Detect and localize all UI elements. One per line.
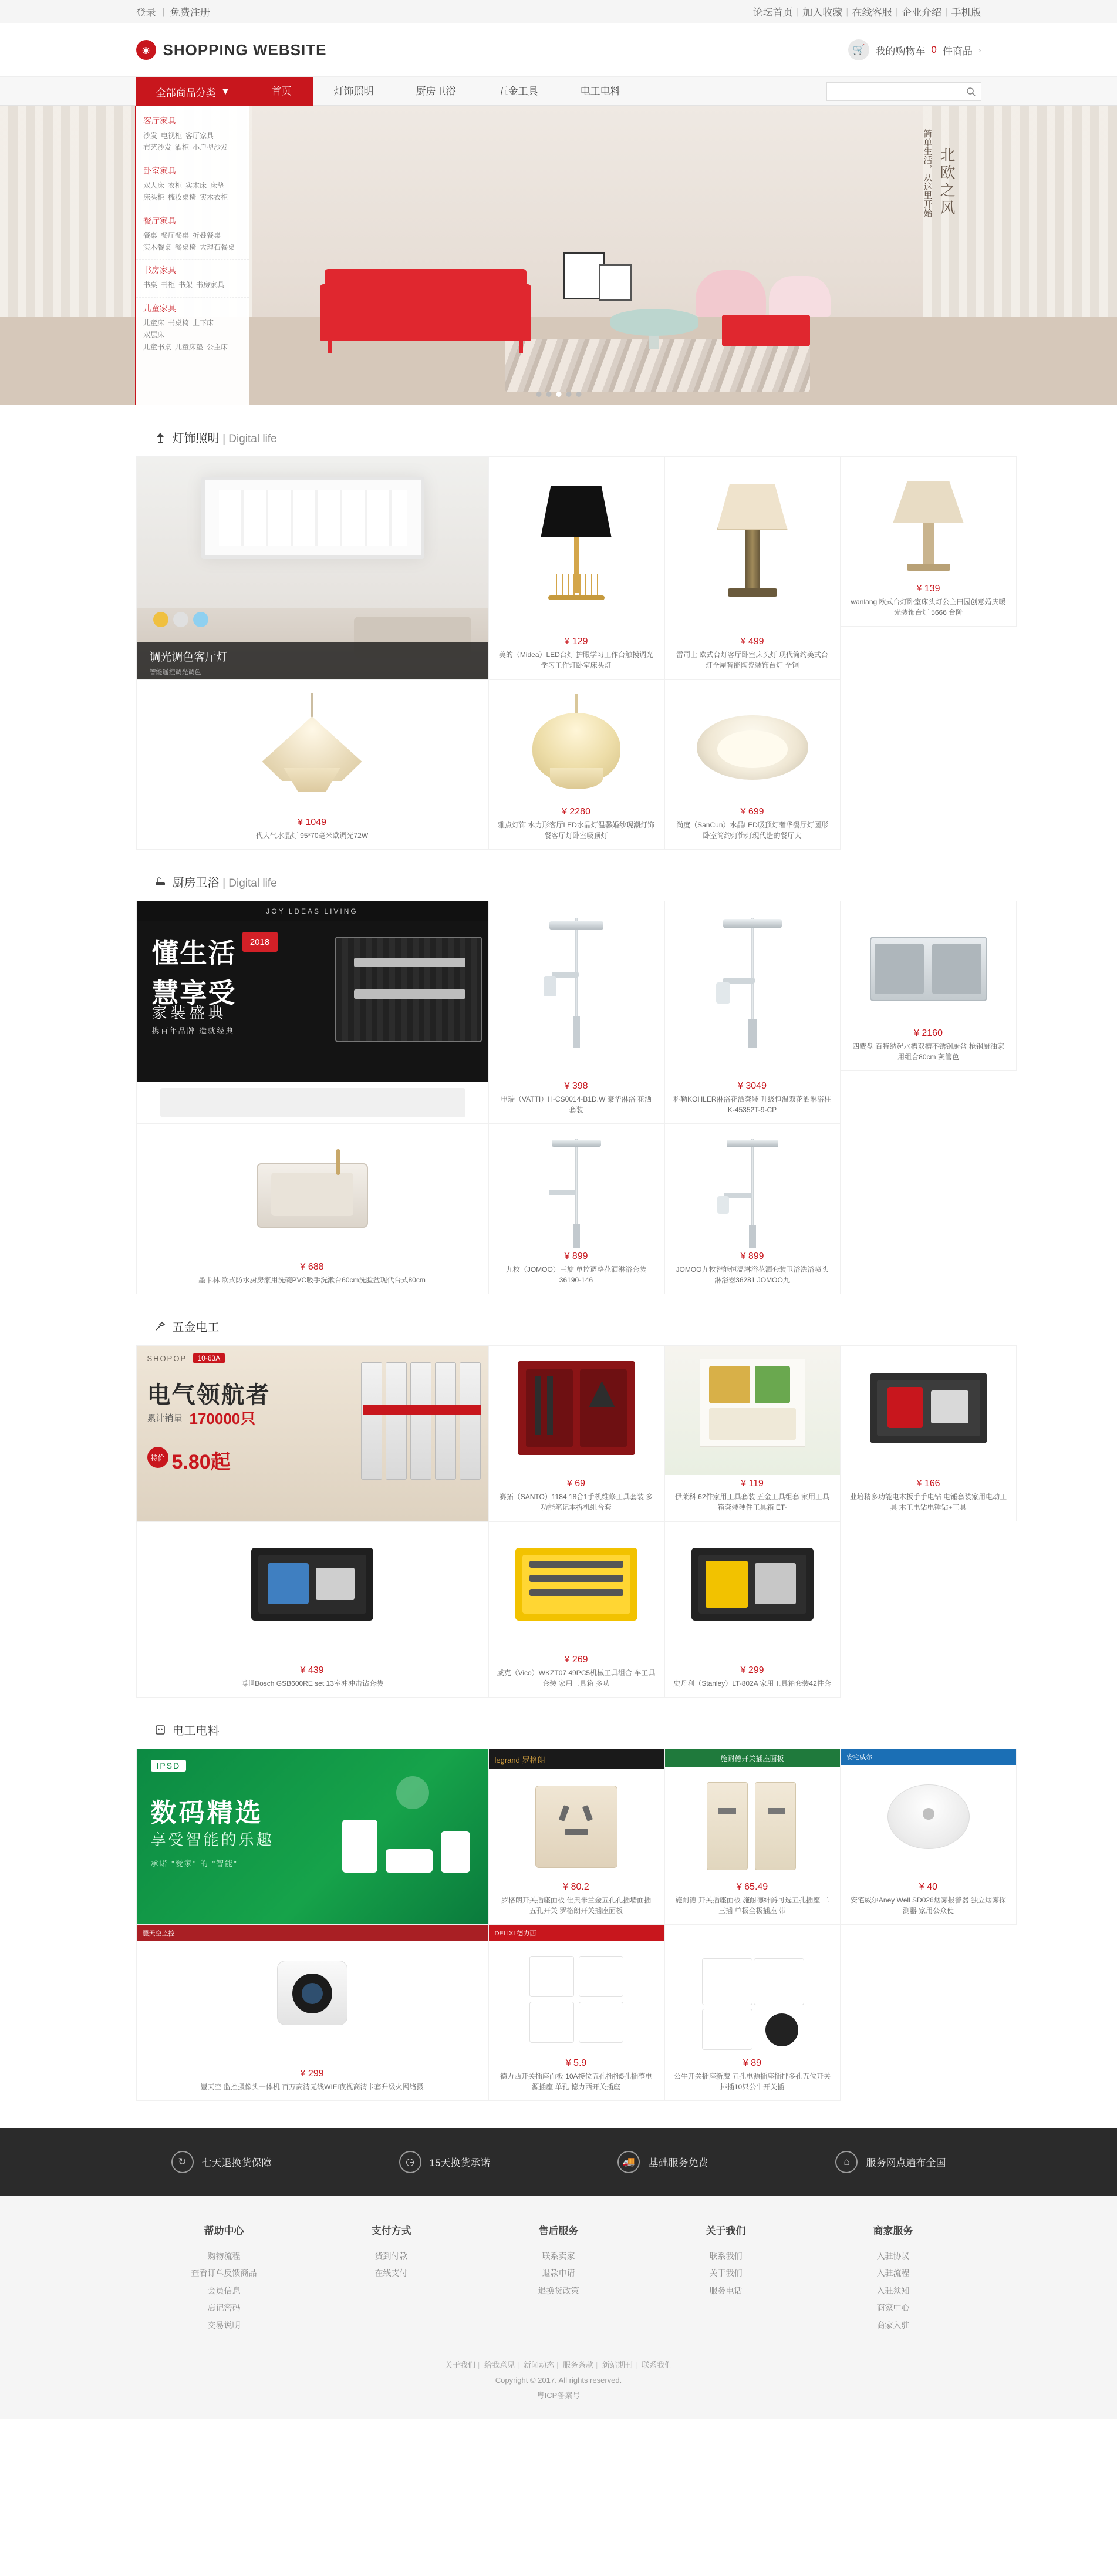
digital-banner[interactable] bbox=[136, 1749, 488, 1925]
search-icon[interactable] bbox=[961, 82, 981, 101]
divider: | bbox=[161, 5, 164, 17]
site-footer bbox=[0, 2196, 1117, 2419]
category-link[interactable]: 书桌 bbox=[143, 281, 158, 289]
product-grid bbox=[136, 1345, 1007, 1698]
category-group-living bbox=[136, 110, 249, 160]
product-desc: 德力西开关插座面板 10A接位五孔插插5孔插整电源插座 单孔 德力西开关插座 bbox=[500, 2072, 653, 2091]
banner-subtitle: 智能遥控调光调色 bbox=[149, 669, 201, 676]
product-card[interactable] bbox=[488, 1521, 664, 1698]
product-desc: 雅点灯饰 水力形客厅LED水晶灯温馨婚纱现潮灯饰餐客厅灯卧室吸顶灯 bbox=[498, 821, 654, 840]
category-group-kids bbox=[136, 298, 249, 359]
nav-item-home[interactable]: 首页 bbox=[251, 77, 313, 106]
product-card[interactable] bbox=[136, 1925, 488, 2101]
product-price: ¥ 40 bbox=[919, 1882, 938, 1892]
category-link[interactable]: 实木衣柜 bbox=[200, 193, 228, 202]
product-card[interactable] bbox=[664, 1521, 841, 1698]
footer-link[interactable]: 商家中心 bbox=[876, 2303, 910, 2313]
carousel-dot[interactable] bbox=[566, 392, 571, 397]
banner-sub: 享受智能的乐趣 bbox=[150, 1831, 274, 1848]
category-title[interactable]: 书房家具 bbox=[143, 265, 176, 275]
product-desc: 豐天空 监控摄像头一体机 百万高清无线WIFI夜视高清卡套升级火网络摄 bbox=[200, 2083, 424, 2091]
banner-number: 170000只 bbox=[189, 1410, 256, 1427]
category-link[interactable]: 沙发 bbox=[143, 132, 158, 140]
section-title bbox=[173, 873, 277, 890]
product-image bbox=[665, 457, 840, 633]
carousel-dot-active[interactable] bbox=[556, 392, 561, 397]
category-link[interactable]: 餐厅餐桌 bbox=[161, 231, 190, 240]
product-image bbox=[489, 680, 664, 803]
cart-icon: 🛒 bbox=[848, 39, 869, 60]
red-stool bbox=[722, 315, 810, 346]
clock-icon: ◷ bbox=[399, 2151, 421, 2173]
category-link[interactable]: 儿童床 bbox=[143, 318, 165, 327]
footer-bottom-link[interactable]: 新闻动态 bbox=[523, 2360, 554, 2369]
product-price: ¥ 119 bbox=[741, 1479, 764, 1489]
product-desc: 业培精多功能电木扳手手电钻 电锤套装家用电动工具 木工电钻电锤钻+工具 bbox=[849, 1493, 1007, 1511]
category-group-bedroom bbox=[136, 160, 249, 210]
category-link[interactable]: 折叠餐桌 bbox=[193, 231, 221, 240]
pink-chair bbox=[696, 270, 766, 317]
product-desc: 雷司士 欧式台灯客厅卧室床头灯 现代简约美式台灯全屋智能陶瓷装饰台灯 全铜 bbox=[676, 651, 828, 669]
category-link[interactable]: 床头柜 bbox=[143, 193, 165, 202]
all-categories-button[interactable] bbox=[136, 77, 251, 106]
banner-sub-1: 家装盛典 bbox=[151, 1004, 227, 1022]
category-links bbox=[143, 130, 242, 154]
product-image: DELIXI 德力西 bbox=[489, 1925, 664, 2055]
feature-label: 七天退换货保障 bbox=[201, 2157, 272, 2168]
product-desc: JOMOO九牧智能恒温淋浴花洒套装卫浴洗浴喷头淋浴器36281 JOMOO九 bbox=[676, 1265, 829, 1284]
section-electrical bbox=[136, 1698, 1007, 2101]
footer-bottom-link[interactable]: 服务条款 bbox=[563, 2360, 594, 2369]
footer-col-title: 关于我们 bbox=[706, 2225, 746, 2237]
product-price: ¥ 166 bbox=[916, 1479, 940, 1489]
category-links bbox=[143, 230, 242, 254]
service-link[interactable]: 在线客服 bbox=[852, 7, 892, 18]
product-image bbox=[137, 1522, 488, 1662]
bath-icon bbox=[154, 875, 167, 888]
product-card[interactable] bbox=[841, 456, 1017, 627]
product-image bbox=[489, 1346, 664, 1475]
nav-items bbox=[251, 77, 642, 106]
footer-col-aftersales bbox=[506, 2223, 612, 2334]
nav-item-electrical[interactable]: 电工电料 bbox=[580, 86, 620, 97]
product-desc: 代大气水晶灯 95*70毫米欧调光72W bbox=[255, 831, 369, 840]
footer-bottom bbox=[0, 2358, 1117, 2403]
main-nav bbox=[0, 76, 1117, 106]
product-image bbox=[665, 680, 840, 803]
divider: | bbox=[796, 5, 799, 17]
product-image: 豐天空监控 bbox=[137, 1925, 488, 2065]
product-card[interactable] bbox=[488, 456, 664, 679]
section-header bbox=[136, 1318, 981, 1345]
product-price: ¥ 2160 bbox=[914, 1028, 943, 1038]
product-desc: 施耐德 开关插座面板 施耐德绅爵可选五孔插座 二三插 单极全极插座 带 bbox=[675, 1896, 829, 1915]
product-card[interactable] bbox=[664, 1749, 841, 1925]
section-title-text: 电工电料 bbox=[172, 1725, 220, 1737]
category-link[interactable]: 小户型沙发 bbox=[193, 143, 228, 152]
footer-col-merchant bbox=[841, 2223, 946, 2334]
category-links bbox=[143, 279, 242, 291]
features-bar bbox=[0, 2128, 1117, 2196]
section-title-en: | Digital life bbox=[222, 433, 277, 445]
category-title[interactable]: 儿童家具 bbox=[143, 303, 176, 313]
lamp-icon bbox=[154, 431, 167, 444]
top-bar bbox=[0, 0, 1117, 23]
kitchen-banner[interactable]: JOY LDEAS LIVING 懂生活 慧享受 2018 家装盛典 携百年品牌 造就经典 bbox=[136, 901, 488, 1124]
product-card[interactable] bbox=[664, 1345, 841, 1521]
product-card[interactable] bbox=[488, 679, 664, 850]
category-link[interactable]: 公主床 bbox=[207, 342, 228, 351]
category-link[interactable]: 书架 bbox=[178, 281, 193, 289]
red-sofa bbox=[320, 284, 531, 341]
product-image bbox=[489, 457, 664, 633]
pink-chair-2 bbox=[769, 276, 831, 317]
product-price: ¥ 699 bbox=[740, 807, 764, 817]
login-link[interactable]: 登录 bbox=[136, 7, 156, 18]
footer-bottom-link[interactable]: 联系我们 bbox=[642, 2360, 673, 2369]
product-card[interactable] bbox=[664, 1124, 841, 1294]
category-link[interactable]: 床垫 bbox=[210, 181, 225, 190]
banner-price: 5.80起 bbox=[171, 1451, 231, 1473]
footer-col-payment bbox=[339, 2223, 444, 2334]
banner-year: 2018 bbox=[242, 932, 278, 952]
banner-title-1: 懂生活 bbox=[151, 938, 237, 968]
product-price: ¥ 688 bbox=[300, 1262, 324, 1272]
product-desc: 赛拓（SANTO）1184 18合1手机维修工具套装 多功能笔记本拆机组合套 bbox=[499, 1493, 653, 1511]
category-link[interactable]: 餐桌椅 bbox=[175, 243, 197, 251]
product-desc: 四费盘 百特纳起水槽双槽不锈钢厨盆 枪钢厨油家用组合80cm 灰管色 bbox=[852, 1042, 1004, 1061]
product-card[interactable] bbox=[488, 1345, 664, 1521]
footer-link[interactable]: 购物流程 bbox=[207, 2251, 241, 2261]
category-link[interactable]: 实木餐桌 bbox=[143, 243, 172, 251]
divider: | bbox=[895, 5, 899, 17]
product-card[interactable] bbox=[488, 1925, 664, 2101]
footer-bottom-links: 关于我们 | 给我意见 | 新闻动态 | 服务条款 | 新站期刊 | 联系我们 bbox=[444, 2360, 673, 2369]
footer-link[interactable]: 商家入驻 bbox=[876, 2320, 910, 2330]
product-desc: 伊莱科 62件家用工具套装 五金工具组套 家用工具箱套装硬件工具箱 ET- bbox=[674, 1493, 830, 1511]
product-image: 安宅威尔 bbox=[841, 1749, 1016, 1878]
footer-link[interactable]: 查看订单反馈商品 bbox=[191, 2268, 257, 2278]
category-group-study bbox=[136, 260, 249, 297]
product-desc: 九枚（JOMOO）三旋 单控调整花洒淋浴套装36190-146 bbox=[505, 1265, 647, 1284]
section-title-text: 五金电工 bbox=[172, 1321, 220, 1334]
footer-link[interactable]: 入驻须知 bbox=[876, 2285, 910, 2295]
feature-label: 服务网点遍布全国 bbox=[866, 2157, 946, 2168]
feature-shipping[interactable] bbox=[617, 2151, 708, 2173]
nav-item-kitchen[interactable]: 厨房卫浴 bbox=[416, 86, 456, 97]
network-icon: ⌂ bbox=[835, 2151, 858, 2173]
product-card[interactable] bbox=[664, 1925, 841, 2101]
feature-label: 15天换货承诺 bbox=[429, 2157, 491, 2168]
search-input[interactable] bbox=[826, 82, 961, 101]
footer-col-title: 支付方式 bbox=[371, 2225, 411, 2237]
product-image bbox=[841, 457, 1016, 580]
divider: | bbox=[846, 5, 849, 17]
product-image: legrand 罗格朗 bbox=[489, 1749, 664, 1878]
product-card[interactable] bbox=[664, 679, 841, 850]
section-title-en: | Digital life bbox=[222, 877, 277, 890]
product-desc: 科勒KOHLER淋浴花洒套装 升级恒温双花洒淋浴柱 K-45352T-9-CP bbox=[673, 1095, 831, 1114]
category-title[interactable]: 客厅家具 bbox=[143, 116, 176, 126]
product-card[interactable] bbox=[664, 456, 841, 679]
product-card[interactable] bbox=[841, 1749, 1017, 1925]
section-kitchen bbox=[136, 850, 1004, 1294]
product-price: ¥ 499 bbox=[740, 637, 764, 646]
product-price: ¥ 89 bbox=[743, 2058, 762, 2068]
product-price: ¥ 299 bbox=[740, 1665, 764, 1675]
category-link[interactable]: 上下床 bbox=[193, 318, 214, 327]
hero-headline-small: 简单生活，从这里开始 bbox=[922, 129, 933, 217]
forum-link[interactable]: 论坛首页 bbox=[752, 7, 793, 18]
circle-logo-icon: ◉ bbox=[136, 40, 156, 60]
carousel-dot[interactable] bbox=[576, 392, 581, 397]
banner-title: 电气领航者 bbox=[147, 1382, 271, 1408]
product-price: ¥ 899 bbox=[564, 1251, 588, 1261]
footer-col-help bbox=[171, 2223, 277, 2334]
cart-button[interactable] bbox=[848, 39, 981, 60]
product-image bbox=[489, 1522, 664, 1651]
footer-link[interactable]: 退款申请 bbox=[542, 2268, 575, 2278]
cart-count: 0 bbox=[931, 44, 937, 55]
banner-tags: 承诺 "爱家" 的 "智能" bbox=[150, 1859, 238, 1868]
product-image bbox=[489, 901, 664, 1077]
footer-link[interactable]: 服务电话 bbox=[709, 2285, 743, 2295]
product-desc: 尚度（SanCun）水晶LED吸顶灯奢华餐厅灯圆形卧室简约灯饰灯现代造的餐厅大 bbox=[676, 821, 828, 840]
cart-unit: 件商品 bbox=[942, 45, 973, 57]
mobile-link[interactable]: 手机版 bbox=[951, 7, 981, 18]
hero-headline-big: 北欧之风 bbox=[938, 147, 956, 217]
picture-frame-small bbox=[599, 264, 632, 301]
electric-banner[interactable] bbox=[136, 1345, 488, 1521]
footer-link[interactable]: 交易说明 bbox=[207, 2320, 241, 2330]
chevron-down-icon: ▼ bbox=[220, 86, 231, 97]
truck-icon: 🚚 bbox=[617, 2151, 640, 2173]
footer-link[interactable]: 联系我们 bbox=[709, 2251, 743, 2261]
divider: | bbox=[945, 5, 948, 17]
section-hardware bbox=[136, 1294, 1007, 1698]
banner-brand: IPSD bbox=[151, 1760, 187, 1772]
banner-badge: 10-63A bbox=[193, 1353, 225, 1363]
category-link[interactable]: 双人床 bbox=[143, 181, 165, 190]
nav-item-hardware[interactable]: 五金工具 bbox=[498, 86, 538, 97]
carousel-dot[interactable] bbox=[536, 392, 541, 397]
category-link[interactable]: 梳妆桌椅 bbox=[168, 193, 197, 202]
product-desc: 安宅威尔Aney Well SD026烟雾报警器 独立烟雾探测器 家用公众使 bbox=[850, 1896, 1007, 1915]
product-price: ¥ 398 bbox=[564, 1081, 588, 1091]
company-link[interactable]: 企业介绍 bbox=[902, 7, 942, 18]
category-title[interactable]: 卧室家具 bbox=[143, 166, 176, 176]
product-price: ¥ 439 bbox=[300, 1665, 324, 1675]
category-link[interactable]: 客厅家具 bbox=[185, 132, 214, 140]
product-image bbox=[665, 901, 840, 1077]
product-desc: 博世Bosch GSB600RE set 13室冲冲击钻套装 bbox=[241, 1679, 383, 1688]
product-price: ¥ 269 bbox=[564, 1655, 588, 1665]
footer-columns bbox=[171, 2223, 946, 2334]
category-title[interactable]: 餐厅家具 bbox=[143, 215, 176, 225]
footer-bottom-link[interactable]: 给我意见 bbox=[484, 2360, 515, 2369]
footer-col-title: 帮助中心 bbox=[204, 2225, 244, 2237]
product-card[interactable] bbox=[136, 1124, 488, 1294]
site-header bbox=[0, 23, 1117, 76]
banner-title: 数码精选 bbox=[150, 1799, 264, 1827]
category-link[interactable]: 衣柜 bbox=[168, 181, 183, 190]
hero-banner[interactable] bbox=[0, 106, 1117, 405]
category-link[interactable]: 书桌椅 bbox=[168, 318, 190, 327]
product-card[interactable] bbox=[136, 1521, 488, 1698]
all-categories-label: 全部商品分类 bbox=[156, 87, 216, 99]
product-grid bbox=[136, 456, 1006, 850]
product-grid bbox=[136, 1749, 1007, 2101]
product-image bbox=[489, 1124, 664, 1248]
category-link[interactable]: 大理石餐桌 bbox=[200, 243, 235, 251]
category-link[interactable]: 书柜 bbox=[161, 281, 176, 289]
category-panel bbox=[135, 106, 249, 405]
product-card[interactable] bbox=[488, 1749, 664, 1925]
category-links bbox=[143, 180, 242, 204]
section-title bbox=[173, 1721, 220, 1738]
nav-item-lighting[interactable]: 灯饰照明 bbox=[333, 86, 374, 97]
section-header bbox=[136, 873, 981, 901]
footer-bottom-link[interactable]: 关于我们 bbox=[444, 2360, 475, 2369]
product-image bbox=[137, 1124, 488, 1258]
category-link[interactable]: 实木床 bbox=[185, 181, 207, 190]
category-links bbox=[143, 317, 242, 353]
carousel-dots[interactable] bbox=[536, 392, 581, 397]
product-price: ¥ 80.2 bbox=[563, 1882, 589, 1892]
product-price: ¥ 2280 bbox=[562, 807, 590, 817]
category-link[interactable]: 酒柜 bbox=[175, 143, 190, 152]
product-image bbox=[841, 1346, 1016, 1475]
carousel-dot[interactable] bbox=[546, 392, 551, 397]
product-price: ¥ 299 bbox=[300, 2069, 324, 2079]
footer-col-about bbox=[673, 2223, 779, 2334]
category-link[interactable]: 双层床 bbox=[143, 331, 165, 339]
product-price: ¥ 65.49 bbox=[736, 1882, 768, 1892]
footer-bottom-link[interactable]: 新站期刊 bbox=[602, 2360, 633, 2369]
product-desc: 史丹利（Stanley）LT-802A 家用工具箱套装42件套 bbox=[673, 1679, 831, 1688]
product-desc: 申瑞（VATTI）H-CS0014-B1D.W 豪华淋浴 花洒 套装 bbox=[501, 1095, 652, 1114]
feature-label: 基础服务免费 bbox=[648, 2157, 708, 2168]
category-link[interactable]: 书房家具 bbox=[196, 281, 225, 289]
product-desc: wanlang 欧式台灯卧室床头灯公主田园创意婚庆暖光装饰台灯 5666 台阶 bbox=[851, 598, 1006, 617]
category-link[interactable]: 餐桌 bbox=[143, 231, 158, 240]
product-image bbox=[665, 1346, 840, 1475]
footer-col-title: 售后服务 bbox=[538, 2225, 579, 2237]
product-image bbox=[665, 1124, 840, 1248]
footer-link[interactable]: 入驻流程 bbox=[876, 2268, 910, 2278]
favorite-link[interactable]: 加入收藏 bbox=[802, 7, 843, 18]
top-bar-left bbox=[136, 4, 210, 19]
product-card[interactable] bbox=[136, 679, 488, 850]
icp-record: 粤ICP备案号 bbox=[536, 2390, 581, 2400]
ceiling-lamp-banner[interactable] bbox=[136, 456, 488, 679]
socket-icon bbox=[154, 1723, 167, 1736]
feature-return[interactable] bbox=[171, 2151, 272, 2173]
banner-title: 调光调色客厅灯 bbox=[149, 651, 228, 664]
banner-sub: 累计销量 bbox=[147, 1413, 183, 1423]
footer-link[interactable]: 货到付款 bbox=[374, 2251, 408, 2261]
banner-sub-2: 携百年品牌 造就经典 bbox=[151, 1026, 235, 1035]
product-image bbox=[137, 680, 488, 814]
footer-link[interactable]: 入驻协议 bbox=[876, 2251, 910, 2261]
banner-brand: SHOPOP bbox=[147, 1354, 187, 1363]
product-desc: 公牛开关插座新魔 五孔电源插座插排多孔五位开关排插10只公牛开关插 bbox=[673, 2072, 831, 2091]
category-link[interactable]: 儿童书桌 bbox=[143, 342, 172, 351]
product-desc: 美的（Midea）LED台灯 护眼学习工作台触摸调光 学习工作灯卧室床头灯 bbox=[498, 651, 654, 669]
feature-exchange[interactable] bbox=[399, 2151, 491, 2173]
product-card[interactable] bbox=[664, 901, 841, 1124]
section-header bbox=[136, 429, 981, 456]
product-desc: 罗格朗开关插座面板 仕典米兰金五孔孔插墙面插 五孔开关 罗格朗开关插座面板 bbox=[501, 1896, 652, 1915]
product-image bbox=[665, 1522, 840, 1662]
logo-text: SHOPPING WEBSITE bbox=[163, 41, 327, 59]
product-card[interactable] bbox=[488, 1124, 664, 1294]
banner-tag: 特价 bbox=[147, 1447, 168, 1468]
product-price: ¥ 899 bbox=[740, 1251, 764, 1261]
section-title bbox=[173, 429, 277, 446]
footer-link[interactable]: 忘记密码 bbox=[207, 2303, 241, 2313]
feature-network[interactable] bbox=[835, 2151, 946, 2173]
coffee-table bbox=[610, 309, 698, 336]
section-title-text: 厨房卫浴 bbox=[172, 877, 220, 890]
category-link[interactable]: 电视柜 bbox=[161, 132, 183, 140]
copyright: Copyright © 2017. All rights reserved. bbox=[495, 2375, 622, 2385]
section-header bbox=[136, 1721, 981, 1749]
product-image: 施耐德开关插座面板 bbox=[665, 1749, 840, 1878]
product-price: ¥ 69 bbox=[566, 1479, 586, 1489]
section-lighting bbox=[136, 405, 1006, 850]
product-grid bbox=[136, 901, 1004, 1294]
footer-link[interactable]: 退换货政策 bbox=[538, 2285, 579, 2295]
product-price: ¥ 129 bbox=[564, 637, 588, 646]
product-desc: 威克（Vico）WKZT07 49PC5机械工具组合 车工具套装 家用工具箱 多功 bbox=[497, 1669, 656, 1688]
product-desc: 墨卡林 欧式防水厨房家用洗碗PVC吸手洗漱台60cm洗脸盆现代台式80cm bbox=[198, 1276, 426, 1284]
footer-link[interactable]: 在线支付 bbox=[374, 2268, 408, 2278]
section-title-text: 灯饰照明 bbox=[172, 432, 220, 445]
product-price: ¥ 139 bbox=[916, 584, 940, 594]
footer-col-title: 商家服务 bbox=[873, 2225, 913, 2237]
category-link[interactable]: 布艺沙发 bbox=[143, 143, 172, 152]
top-bar-right bbox=[753, 4, 981, 19]
search-box bbox=[826, 82, 981, 101]
tool-icon bbox=[154, 1320, 167, 1333]
product-price: ¥ 1049 bbox=[298, 817, 326, 827]
footer-link[interactable]: 关于我们 bbox=[709, 2268, 743, 2278]
footer-link[interactable]: 会员信息 bbox=[207, 2285, 241, 2295]
category-group-dining bbox=[136, 210, 249, 260]
product-price: ¥ 5.9 bbox=[565, 2058, 587, 2068]
product-card[interactable] bbox=[488, 901, 664, 1124]
cart-label: 我的购物车 bbox=[875, 45, 926, 57]
footer-link[interactable]: 联系卖家 bbox=[542, 2251, 575, 2261]
chevron-right-icon: › bbox=[978, 45, 981, 55]
category-link[interactable]: 儿童床垫 bbox=[175, 342, 204, 351]
hero-headline bbox=[806, 129, 959, 217]
product-image bbox=[665, 1925, 840, 2055]
product-image bbox=[841, 901, 1016, 1025]
product-card[interactable] bbox=[841, 1345, 1017, 1521]
banner-title-2: 慧享受 bbox=[151, 978, 237, 1008]
logo[interactable] bbox=[136, 40, 327, 60]
register-link[interactable]: 免费注册 bbox=[170, 7, 210, 18]
product-card[interactable] bbox=[841, 901, 1017, 1071]
section-title bbox=[173, 1318, 220, 1335]
product-price: ¥ 3049 bbox=[738, 1081, 767, 1091]
refresh-icon: ↻ bbox=[171, 2151, 194, 2173]
